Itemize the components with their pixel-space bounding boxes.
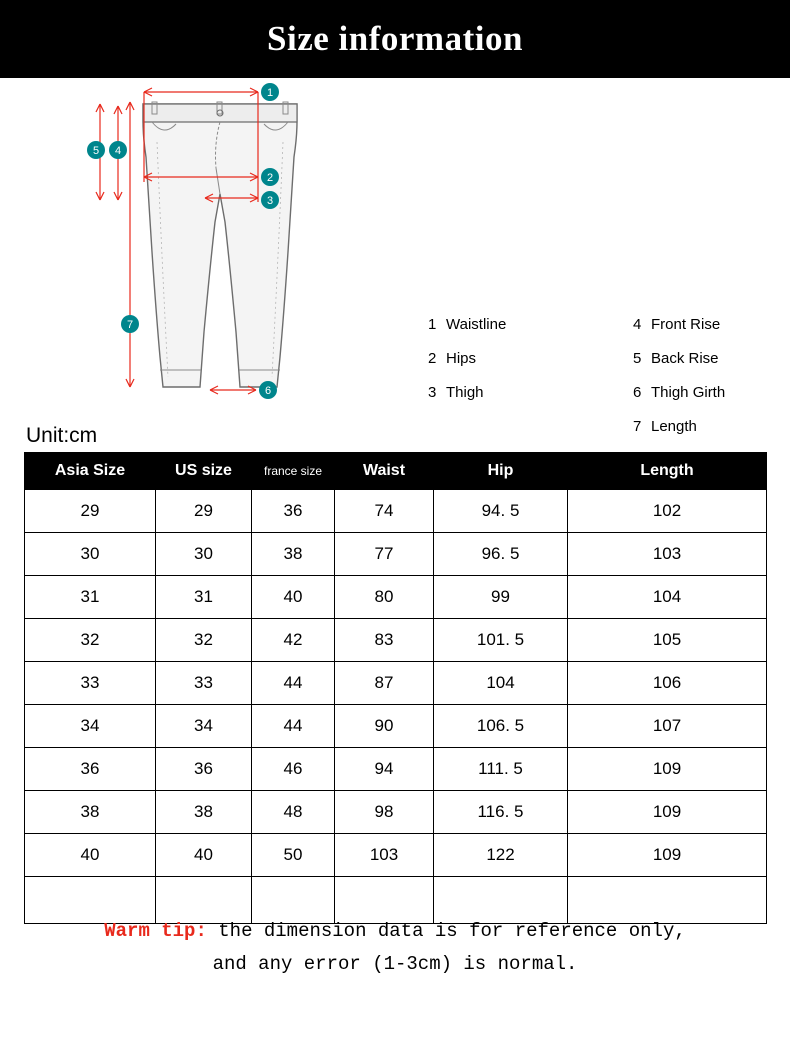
cell-length: 102 — [568, 490, 767, 533]
legend-number: 3 — [428, 384, 437, 401]
cell-asia-size: 36 — [25, 748, 156, 791]
cell-hip: 111. 5 — [434, 748, 568, 791]
cell-france-size: 36 — [252, 490, 335, 533]
cell-france-size: 44 — [252, 662, 335, 705]
cell-asia-size: 38 — [25, 791, 156, 834]
cell-hip: 94. 5 — [434, 490, 568, 533]
jeans-illustration — [143, 102, 297, 387]
column-header-asia-size: Asia Size — [25, 453, 156, 490]
jeans-diagram-svg — [60, 82, 420, 412]
warm-tip — [0, 915, 790, 981]
cell-length: 103 — [568, 533, 767, 576]
cell-hip: 104 — [434, 662, 568, 705]
legend-item — [633, 350, 725, 367]
cell-hip: 99 — [434, 576, 568, 619]
svg-text:3: 3 — [266, 195, 274, 207]
svg-text:4: 4 — [114, 145, 122, 157]
table-row — [25, 533, 767, 576]
table-header-row — [25, 453, 767, 490]
unit-label: Unit:cm — [26, 424, 98, 447]
cell-us-size: 30 — [156, 533, 252, 576]
legend-column-right — [633, 316, 725, 452]
cell-length: 107 — [568, 705, 767, 748]
table-row — [25, 748, 767, 791]
cell-us-size: 36 — [156, 748, 252, 791]
legend-item — [633, 418, 725, 435]
cell-length: 109 — [568, 748, 767, 791]
cell-us-size: 29 — [156, 490, 252, 533]
legend-label: Thigh Girth — [651, 384, 726, 401]
cell-length: 105 — [568, 619, 767, 662]
table-row — [25, 705, 767, 748]
legend-number: 4 — [633, 316, 642, 333]
legend-label: Thigh — [446, 384, 484, 401]
cell-length: 106 — [568, 662, 767, 705]
cell-hip: 122 — [434, 834, 568, 877]
legend-label: Front Rise — [651, 316, 721, 333]
column-header-us-size: US size — [156, 453, 252, 490]
cell-us-size: 40 — [156, 834, 252, 877]
legend-label: Waistline — [446, 316, 507, 333]
table-row — [25, 619, 767, 662]
legend-item — [633, 384, 725, 401]
column-header-france-size: france size — [252, 453, 335, 490]
legend-column-left — [428, 316, 506, 418]
cell-france-size: 40 — [252, 576, 335, 619]
table-row — [25, 791, 767, 834]
column-header-hip: Hip — [434, 453, 568, 490]
cell-hip: 96. 5 — [434, 533, 568, 576]
cell-france-size: 44 — [252, 705, 335, 748]
cell-length: 104 — [568, 576, 767, 619]
cell-us-size: 33 — [156, 662, 252, 705]
legend-item — [428, 384, 506, 401]
cell-asia-size: 31 — [25, 576, 156, 619]
legend-number: 6 — [633, 384, 642, 401]
cell-asia-size: 33 — [25, 662, 156, 705]
size-table — [24, 452, 767, 924]
legend-item — [428, 350, 506, 367]
measurement-diagram — [0, 78, 790, 435]
cell-hip: 101. 5 — [434, 619, 568, 662]
legend-number: 5 — [633, 350, 642, 367]
table-row — [25, 834, 767, 877]
svg-text:2: 2 — [266, 172, 274, 184]
warm-tip-line-2: and any error (1-3cm) is normal. — [212, 953, 578, 975]
column-header-waist: Waist — [335, 453, 434, 490]
cell-asia-size: 40 — [25, 834, 156, 877]
cell-asia-size: 29 — [25, 490, 156, 533]
cell-france-size: 42 — [252, 619, 335, 662]
legend-label: Back Rise — [651, 350, 719, 367]
cell-waist: 87 — [335, 662, 434, 705]
cell-asia-size: 34 — [25, 705, 156, 748]
cell-hip: 106. 5 — [434, 705, 568, 748]
cell-waist: 90 — [335, 705, 434, 748]
table-row — [25, 576, 767, 619]
legend-number: 1 — [428, 316, 437, 333]
cell-us-size: 34 — [156, 705, 252, 748]
cell-us-size: 31 — [156, 576, 252, 619]
legend-item — [633, 316, 725, 333]
size-table-wrapper — [24, 452, 766, 924]
column-header-length: Length — [568, 453, 767, 490]
cell-waist: 80 — [335, 576, 434, 619]
svg-text:7: 7 — [126, 319, 134, 331]
cell-france-size: 38 — [252, 533, 335, 576]
legend-label: Hips — [446, 350, 477, 367]
legend-number: 7 — [633, 418, 642, 435]
cell-hip: 116. 5 — [434, 791, 568, 834]
svg-text:6: 6 — [264, 385, 272, 397]
legend-item — [428, 316, 506, 333]
cell-length: 109 — [568, 834, 767, 877]
warm-tip-line-1 — [0, 915, 790, 948]
svg-text:5: 5 — [92, 145, 100, 157]
cell-us-size: 32 — [156, 619, 252, 662]
cell-waist: 103 — [335, 834, 434, 877]
legend-number: 2 — [428, 350, 437, 367]
cell-asia-size: 30 — [25, 533, 156, 576]
cell-waist: 98 — [335, 791, 434, 834]
cell-length: 109 — [568, 791, 767, 834]
table-row — [25, 662, 767, 705]
cell-waist: 94 — [335, 748, 434, 791]
cell-us-size: 38 — [156, 791, 252, 834]
cell-waist: 83 — [335, 619, 434, 662]
cell-france-size: 48 — [252, 791, 335, 834]
legend-label: Length — [651, 418, 697, 435]
cell-france-size: 46 — [252, 748, 335, 791]
table-row — [25, 490, 767, 533]
page-title: Size information — [267, 19, 523, 58]
warm-tip-label: Warm tip: — [104, 920, 207, 942]
svg-text:1: 1 — [266, 87, 274, 99]
warm-tip-text-1: the dimension data is for reference only, — [218, 920, 686, 942]
cell-waist: 77 — [335, 533, 434, 576]
cell-asia-size: 32 — [25, 619, 156, 662]
cell-france-size: 50 — [252, 834, 335, 877]
page-header — [0, 0, 790, 78]
cell-waist: 74 — [335, 490, 434, 533]
